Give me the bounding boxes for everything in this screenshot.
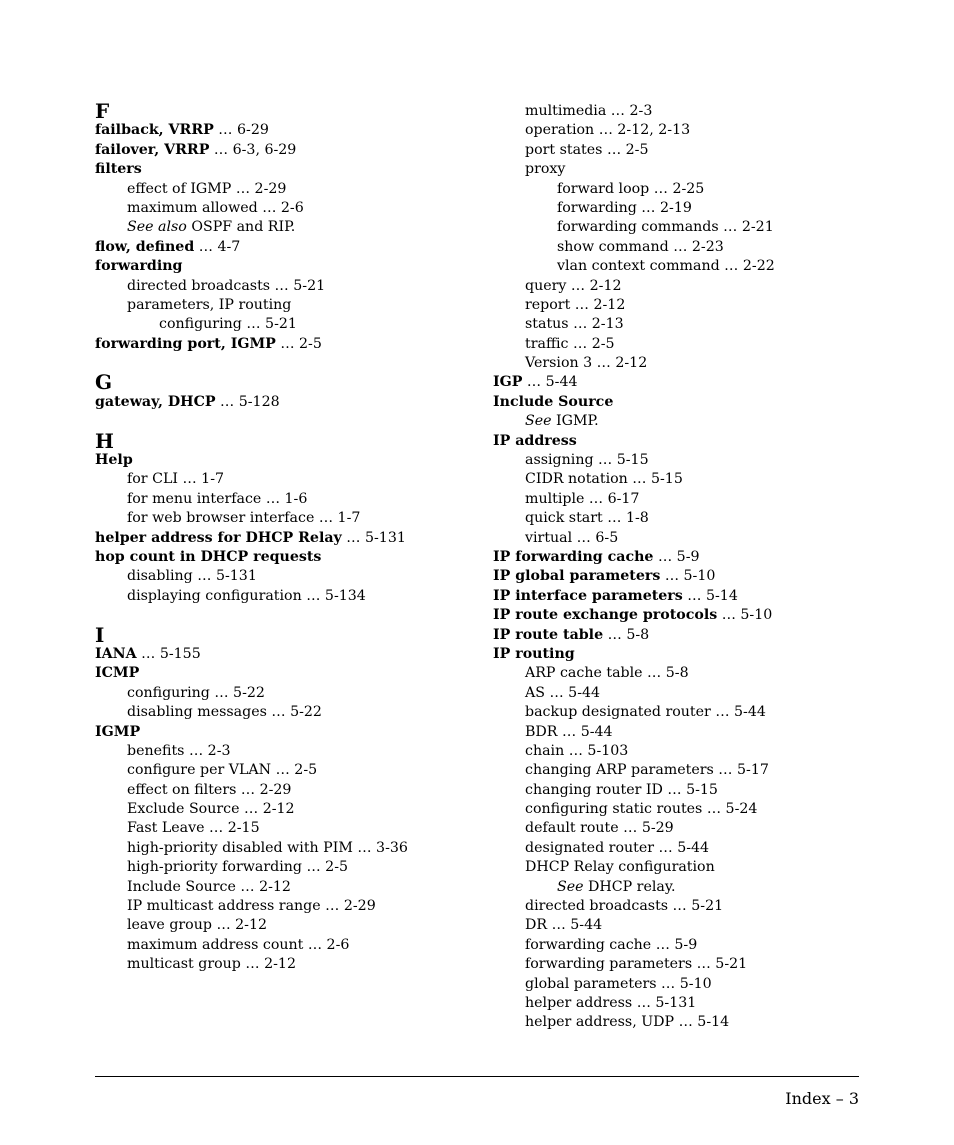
page-reference: … 5-44 — [522, 374, 578, 391]
page-reference: … 5-131 — [341, 529, 406, 546]
index-sub-entry — [95, 277, 495, 296]
index-sub-entry — [493, 141, 893, 160]
entry-text: multiple … 6-17 — [525, 490, 640, 507]
index-main-entry — [95, 664, 495, 683]
entry-text: forwarding … 2-19 — [557, 199, 692, 216]
section-letter-heading: F — [95, 99, 110, 123]
index-term: failover, VRRP — [95, 141, 210, 158]
entry-text: directed broadcasts … 5-21 — [525, 898, 724, 915]
entry-text: Fast Leave … 2-15 — [127, 820, 260, 837]
section-letter-heading: H — [95, 428, 114, 453]
entry-text: multimedia … 2-3 — [525, 103, 653, 119]
index-term: gateway, DHCP — [95, 393, 216, 410]
index-sub-entry — [95, 509, 495, 528]
index-sub-entry — [95, 781, 495, 800]
entry-text: DHCP relay. — [583, 878, 676, 895]
entry-text: displaying configuration … 5-134 — [127, 587, 366, 604]
index-main-entry — [95, 141, 495, 160]
index-sub-entry — [95, 916, 495, 935]
index-sub-entry — [493, 238, 893, 257]
index-sub-entry — [493, 296, 893, 315]
index-sub-entry — [493, 761, 893, 780]
index-main-entry — [95, 645, 495, 664]
index-sub-entry — [493, 412, 893, 431]
index-sub-entry — [493, 470, 893, 489]
index-main-entry — [493, 373, 893, 392]
entry-text: configure per VLAN … 2-5 — [127, 762, 318, 779]
index-main-entry — [493, 626, 893, 645]
index-sub-entry — [95, 490, 495, 509]
index-sub-entry — [95, 199, 495, 218]
entry-text: operation … 2-12, 2-13 — [525, 122, 691, 139]
entry-text: ARP cache table … 5-8 — [525, 665, 689, 682]
page-number: Index – 3 — [785, 1089, 859, 1108]
index-sub-entry — [493, 664, 893, 683]
entry-text: backup designated router … 5-44 — [525, 704, 766, 721]
page-reference: … 4-7 — [194, 238, 241, 255]
index-main-entry — [493, 606, 893, 625]
index-sub-entry — [95, 587, 495, 606]
index-sub-entry — [493, 1013, 893, 1032]
index-sub-entry — [493, 955, 893, 974]
index-sub-entry — [493, 742, 893, 761]
page-reference: … 5-155 — [136, 645, 201, 662]
section-spacer — [95, 354, 495, 373]
index-sub-entry — [493, 684, 893, 703]
index-sub-entry — [493, 529, 893, 548]
index-sub-entry — [95, 858, 495, 877]
entry-text: status … 2-13 — [525, 316, 624, 333]
entry-text: default route … 5-29 — [525, 820, 674, 837]
index-sub-entry — [493, 160, 893, 179]
entry-text: query … 2-12 — [525, 277, 622, 294]
entry-text: quick start … 1-8 — [525, 510, 649, 527]
index-sub-entry — [95, 878, 495, 897]
index-sub-entry — [493, 781, 893, 800]
index-term: forwarding — [95, 258, 183, 275]
index-term: ICMP — [95, 665, 140, 682]
entry-text: effect of IGMP … 2-29 — [127, 180, 287, 197]
entry-text: forward loop … 2-25 — [557, 180, 705, 197]
page-reference: … 6-3, 6-29 — [209, 141, 297, 158]
entry-text: helper address … 5-131 — [525, 994, 697, 1011]
entry-text: forwarding parameters … 5-21 — [525, 956, 748, 973]
index-sub-entry — [493, 354, 893, 373]
entry-text: proxy — [525, 161, 566, 178]
entry-text: Include Source … 2-12 — [127, 878, 291, 895]
index-sub-entry — [493, 819, 893, 838]
index-sub-entry — [493, 315, 893, 334]
index-term: hop count in DHCP requests — [95, 548, 322, 565]
entry-text: AS … 5-44 — [525, 684, 601, 701]
entry-text: forwarding commands … 2-21 — [557, 219, 774, 236]
index-main-entry — [95, 393, 495, 412]
index-sub-entry — [95, 936, 495, 955]
index-sub-entry — [493, 723, 893, 742]
index-sub-entry — [493, 509, 893, 528]
index-main-entry — [95, 723, 495, 742]
index-main-entry — [95, 529, 495, 548]
entry-text: IP multicast address range … 2-29 — [127, 898, 376, 915]
index-term: IANA — [95, 645, 137, 662]
index-sub-entry — [493, 975, 893, 994]
entry-text: global parameters … 5-10 — [525, 975, 712, 992]
index-sub-entry — [95, 218, 495, 237]
page-reference: … 5-9 — [653, 548, 700, 565]
index-sub-entry — [493, 839, 893, 858]
entry-text: IGMP. — [551, 413, 599, 430]
entry-text: for menu interface … 1-6 — [127, 490, 308, 507]
index-main-entry — [95, 335, 495, 354]
entry-text: configuring static routes … 5-24 — [525, 801, 758, 818]
cross-reference-label: See — [557, 878, 584, 895]
index-sub-entry — [95, 684, 495, 703]
index-sub-entry — [493, 703, 893, 722]
index-sub-entry — [493, 936, 893, 955]
index-sub-entry — [95, 800, 495, 819]
entry-text: virtual … 6-5 — [525, 529, 619, 546]
index-sub-entry — [493, 897, 893, 916]
index-term: IP interface parameters — [493, 587, 683, 604]
entry-text: parameters, IP routing — [127, 296, 292, 313]
entry-text: helper address, UDP … 5-14 — [525, 1014, 730, 1031]
index-main-entry — [493, 393, 893, 412]
index-term: forwarding port, IGMP — [95, 335, 276, 352]
index-sub-entry — [493, 878, 893, 897]
entry-text: changing ARP parameters … 5-17 — [525, 762, 769, 779]
page-reference: … 2-5 — [275, 335, 322, 352]
entry-text: report … 2-12 — [525, 296, 626, 313]
cross-reference-label: See also — [127, 219, 187, 236]
index-sub-entry — [493, 199, 893, 218]
entry-text: for CLI … 1-7 — [127, 471, 225, 488]
index-main-entry — [95, 238, 495, 257]
index-sub-entry — [493, 121, 893, 140]
index-column-right — [493, 102, 893, 1033]
entry-text: assigning … 5-15 — [525, 452, 649, 469]
entry-text: multicast group … 2-12 — [127, 956, 296, 973]
entry-text: forwarding cache … 5-9 — [525, 936, 698, 953]
index-sub-entry — [95, 180, 495, 199]
index-sub-entry — [95, 703, 495, 722]
entry-text: disabling messages … 5-22 — [127, 704, 322, 721]
page-reference: … 5-14 — [682, 587, 738, 604]
index-sub-entry — [493, 102, 893, 121]
index-sub-entry — [95, 897, 495, 916]
entry-text: configuring … 5-21 — [159, 316, 297, 333]
index-sub-entry — [493, 800, 893, 819]
entry-text: directed broadcasts … 5-21 — [127, 277, 326, 294]
index-sub-entry — [95, 567, 495, 586]
index-main-entry — [95, 121, 495, 140]
index-term: Help — [95, 452, 133, 469]
index-term: flow, defined — [95, 238, 195, 255]
index-sub-entry — [493, 916, 893, 935]
index-term: IP address — [493, 432, 577, 449]
section-spacer — [95, 412, 495, 431]
index-main-entry — [493, 567, 893, 586]
page-reference: … 5-128 — [215, 393, 280, 410]
page-reference: … 6-29 — [213, 122, 269, 139]
index-sub-entry — [95, 296, 495, 315]
index-sub-entry — [493, 451, 893, 470]
index-sub-entry — [493, 180, 893, 199]
index-main-entry — [95, 451, 495, 470]
section-spacer — [95, 606, 495, 625]
page-reference: … 5-8 — [603, 626, 650, 643]
footer-rule — [95, 1076, 859, 1077]
index-main-entry — [95, 257, 495, 276]
index-main-entry — [95, 548, 495, 567]
index-main-entry — [95, 160, 495, 179]
entry-text: maximum address count … 2-6 — [127, 936, 350, 953]
index-main-entry — [493, 548, 893, 567]
index-sub-entry — [95, 761, 495, 780]
index-sub-entry — [493, 994, 893, 1013]
entry-text: BDR … 5-44 — [525, 723, 613, 740]
index-sub-entry — [493, 218, 893, 237]
index-term: Include Source — [493, 393, 614, 410]
index-sub-entry — [95, 470, 495, 489]
index-term: IP global parameters — [493, 568, 661, 585]
entry-text: CIDR notation … 5-15 — [525, 471, 683, 488]
entry-text: port states … 2-5 — [525, 141, 649, 158]
index-sub-entry — [493, 490, 893, 509]
index-term: filters — [95, 161, 142, 178]
index-sub-entry — [493, 277, 893, 296]
index-sub-entry — [95, 955, 495, 974]
entry-text: show command … 2-23 — [557, 238, 724, 255]
page-reference: … 5-10 — [660, 568, 716, 585]
index-main-entry — [493, 587, 893, 606]
entry-text: traffic … 2-5 — [525, 335, 615, 352]
index-sub-entry — [95, 819, 495, 838]
entry-text: leave group … 2-12 — [127, 917, 268, 934]
entry-text: OSPF and RIP. — [186, 219, 296, 236]
index-term: IP forwarding cache — [493, 548, 654, 565]
entry-text: changing router ID … 5-15 — [525, 781, 718, 798]
entry-text: chain … 5-103 — [525, 742, 629, 759]
index-term: IP route exchange protocols — [493, 607, 718, 624]
index-sub-entry — [95, 315, 495, 334]
entry-text: benefits … 2-3 — [127, 742, 231, 759]
index-main-entry — [493, 645, 893, 664]
section-letter-heading: I — [95, 622, 105, 647]
entry-text: Version 3 … 2-12 — [525, 355, 648, 372]
entry-text: high-priority forwarding … 2-5 — [127, 859, 349, 876]
entry-text: DR … 5-44 — [525, 917, 603, 934]
entry-text: Exclude Source … 2-12 — [127, 801, 295, 818]
entry-text: maximum allowed … 2-6 — [127, 199, 304, 216]
index-sub-entry — [493, 257, 893, 276]
index-term: IGMP — [95, 723, 141, 740]
index-column-left — [95, 99, 495, 975]
index-term: helper address for DHCP Relay — [95, 529, 342, 546]
index-sub-entry — [493, 858, 893, 877]
entry-text: high-priority disabled with PIM … 3-36 — [127, 839, 408, 856]
index-term: IP routing — [493, 645, 575, 662]
index-sub-entry — [493, 335, 893, 354]
index-sub-entry — [95, 839, 495, 858]
cross-reference-label: See — [525, 413, 552, 430]
index-term: IP route table — [493, 626, 604, 643]
index-term: failback, VRRP — [95, 122, 214, 139]
index-main-entry — [493, 432, 893, 451]
entry-text: for web browser interface … 1-7 — [127, 510, 361, 527]
entry-text: designated router … 5-44 — [525, 839, 710, 856]
entry-text: disabling … 5-131 — [127, 568, 257, 585]
section-letter-heading: G — [95, 370, 113, 395]
entry-text: vlan context command … 2-22 — [557, 258, 775, 275]
entry-text: DHCP Relay configuration — [525, 859, 715, 876]
index-term: IGP — [493, 374, 523, 391]
entry-text: configuring … 5-22 — [127, 684, 265, 701]
entry-text: effect on filters … 2-29 — [127, 781, 292, 798]
page-reference: … 5-10 — [717, 607, 773, 624]
index-sub-entry — [95, 742, 495, 761]
